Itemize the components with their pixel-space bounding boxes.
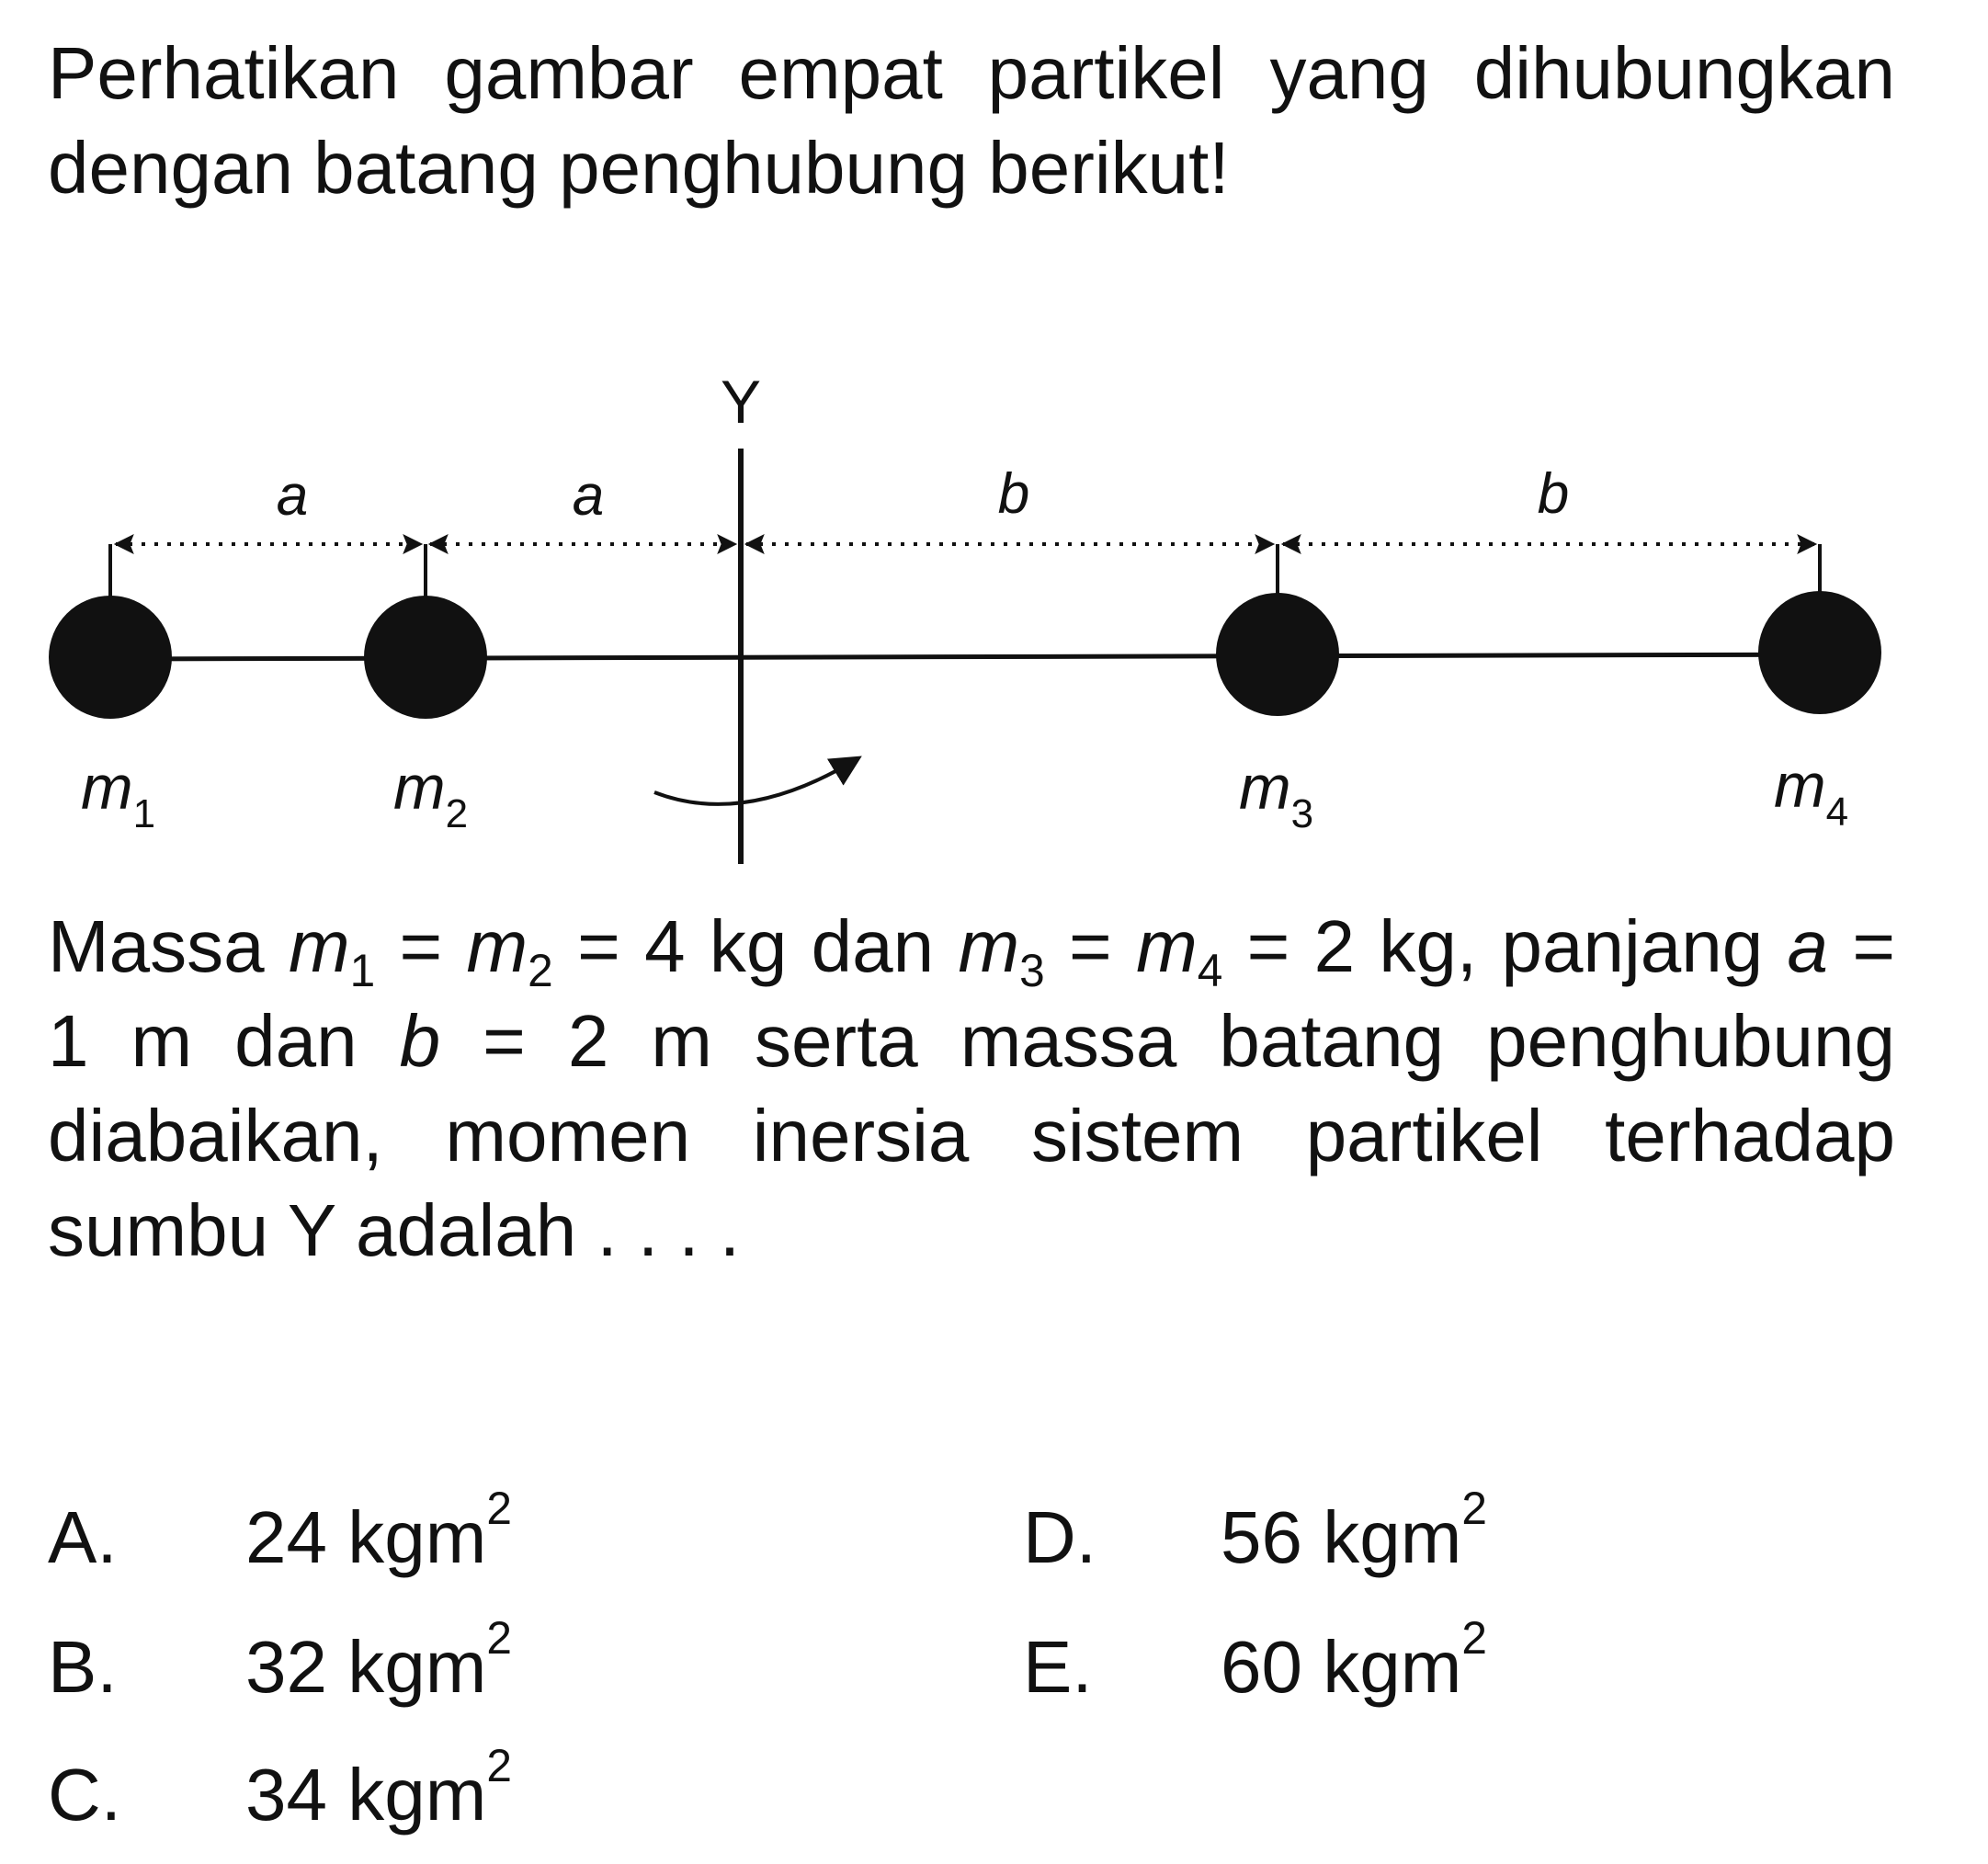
a-value: = 1 m dan	[48, 905, 1896, 1082]
mass-value-2: 2 kg,	[1313, 905, 1478, 987]
option-e[interactable]	[1023, 1611, 1487, 1711]
index-2: 2	[528, 944, 553, 996]
symbol-m3: m	[958, 905, 1020, 987]
option-letter: E.	[1023, 1626, 1093, 1708]
particle-m4	[1758, 591, 1881, 714]
word-massa: Massa	[48, 905, 265, 987]
particle-m3	[1216, 593, 1339, 716]
spacing-label-b1: b	[997, 462, 1030, 526]
particle-m2	[364, 596, 487, 719]
option-exponent: 2	[486, 1611, 512, 1664]
option-a[interactable]	[48, 1482, 512, 1582]
option-letter: A.	[48, 1496, 118, 1578]
mass-label-m1: $m_1$	[81, 753, 156, 836]
mass-value-1: 4 kg dan	[644, 905, 935, 987]
mass-label-m2: $m_2$	[393, 753, 469, 836]
particle-rod-diagram	[0, 340, 1988, 873]
particle-m1	[49, 596, 172, 719]
option-d[interactable]	[1023, 1482, 1487, 1582]
option-exponent: 2	[486, 1739, 512, 1791]
option-value: 24 kgm	[245, 1496, 487, 1578]
equals-sign: =	[1246, 905, 1290, 987]
option-value: 60 kgm	[1221, 1626, 1462, 1708]
mass-label-m4: $m_4$	[1774, 751, 1849, 835]
index-4: 4	[1197, 944, 1223, 996]
option-exponent: 2	[1461, 1611, 1487, 1664]
intro-text: Perhatikan gambar empat partikel yang dihubungkan dengan batang penghubung berikut!	[48, 32, 1895, 209]
spacing-label-b2: b	[1537, 462, 1570, 526]
symbol-m2: m	[466, 905, 528, 987]
equals-sign: =	[577, 905, 620, 987]
spacing-label-a2: a	[572, 464, 605, 528]
mass-label-m3: $m_3$	[1239, 753, 1314, 836]
spacing-label-a1: a	[276, 464, 309, 528]
option-letter: C.	[48, 1754, 121, 1836]
symbol-m1: m	[288, 905, 350, 987]
option-exponent: 2	[486, 1482, 512, 1534]
symbol-a: a	[1787, 905, 1829, 987]
axis-label-y: Y	[720, 368, 762, 436]
question-text	[48, 899, 1895, 1278]
option-value: 34 kgm	[245, 1754, 487, 1836]
option-letter: B.	[48, 1626, 118, 1708]
option-value: 56 kgm	[1221, 1496, 1462, 1578]
index-1: 1	[349, 944, 376, 996]
rotation-arrow-icon	[654, 759, 857, 804]
b-value-and-question: = 2 m serta massa batang penghubung diabaikan, momen inersia sistem partikel terhadap sumbu Y adalah . . . .	[48, 1000, 1896, 1271]
option-c[interactable]	[48, 1739, 512, 1839]
word-panjang: panjang	[1501, 905, 1764, 987]
option-letter: D.	[1023, 1496, 1096, 1578]
equals-sign: =	[1069, 905, 1112, 987]
symbol-m4: m	[1136, 905, 1198, 987]
option-exponent: 2	[1461, 1482, 1487, 1534]
option-b[interactable]	[48, 1611, 512, 1711]
option-value: 32 kgm	[245, 1626, 487, 1708]
equals-sign: =	[399, 905, 443, 987]
symbol-b: b	[399, 1000, 441, 1082]
index-3: 3	[1019, 944, 1045, 996]
